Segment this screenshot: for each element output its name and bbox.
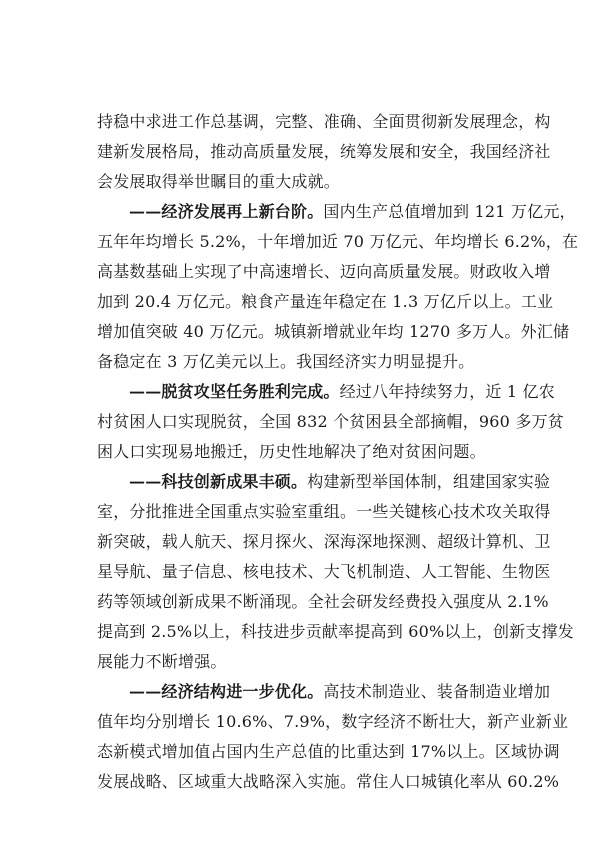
body-text-line: 星导航、量子信息、核电技术、大飞机制造、人工智能、生物医 [97, 562, 551, 581]
paragraph-first-line [129, 677, 551, 707]
body-text-line: 新突破，载人航天、探月探火、深海深地探测、超级计算机、卫 [97, 532, 551, 551]
body-text-line: 室，分批推进全国重点实验室重组。一些关键核心技术攻关取得 [97, 502, 551, 521]
paragraph-first-line [129, 467, 551, 497]
section-heading: ——科技创新成果丰硕。 [129, 472, 308, 491]
section-heading: ——经济发展再上新台阶。 [129, 202, 324, 221]
body-text-line: 五年年均增长 5.2%，十年增加近 70 万亿元、年均增长 6.2%，在 [97, 232, 579, 251]
body-text: 构建新型举国体制，组建国家实验 [307, 472, 551, 491]
section-heading: ——经济结构进一步优化。 [129, 682, 324, 701]
body-text-line: 高基数基础上实现了中高速增长、迈向高质量发展。财政收入增 [97, 262, 551, 281]
body-text: 经过八年持续努力，近 1 亿农 [339, 382, 555, 401]
paragraph-first-line [129, 197, 576, 227]
body-text-line: 增加值突破 40 万亿元。城镇新增就业年均 1270 多万人。外汇储 [97, 322, 570, 341]
body-text-line: 药等领域创新成果不断涌现。全社会研发经费投入强度从 2.1% [97, 592, 549, 611]
section-heading: ——脱贫攻坚任务胜利完成。 [129, 382, 340, 401]
body-text-line: 备稳定在 3 万亿美元以上。我国经济实力明显提升。 [97, 352, 475, 371]
body-text-line: 态新模式增加值占国内生产总值的比重达到 17%以上。区域协调 [97, 742, 560, 761]
body-text-line: 发展战略、区域重大战略深入实施。常住人口城镇化率从 60.2% [97, 772, 560, 791]
paragraph-first-line [129, 377, 555, 407]
body-text-line: 持稳中求进工作总基调，完整、准确、全面贯彻新发展理念，构 [97, 112, 551, 131]
body-text-line: 值年均分别增长 10.6%、7.9%，数字经济不断壮大，新产业新业 [97, 712, 569, 731]
body-text: 高技术制造业、装备制造业增加 [323, 682, 551, 701]
body-text-line: 村贫困人口实现脱贫，全国 832 个贫困县全部摘帽，960 多万贫 [97, 412, 564, 431]
body-text-line: 加到 20.4 万亿元。粮食产量连年稳定在 1.3 万亿斤以上。工业 [97, 292, 554, 311]
body-text-line: 展能力不断增强。 [97, 652, 227, 671]
body-text: 国内生产总值增加到 121 万亿元， [323, 202, 576, 221]
body-text-line: 建新发展格局，推动高质量发展，统筹发展和安全，我国经济社 [97, 142, 551, 161]
body-text-line: 困人口实现易地搬迁，历史性地解决了绝对贫困问题。 [97, 442, 486, 461]
body-text-line: 提高到 2.5%以上，科技进步贡献率提高到 60%以上，创新支撑发 [97, 622, 574, 641]
body-text-line: 会发展取得举世瞩目的重大成就。 [97, 172, 341, 191]
